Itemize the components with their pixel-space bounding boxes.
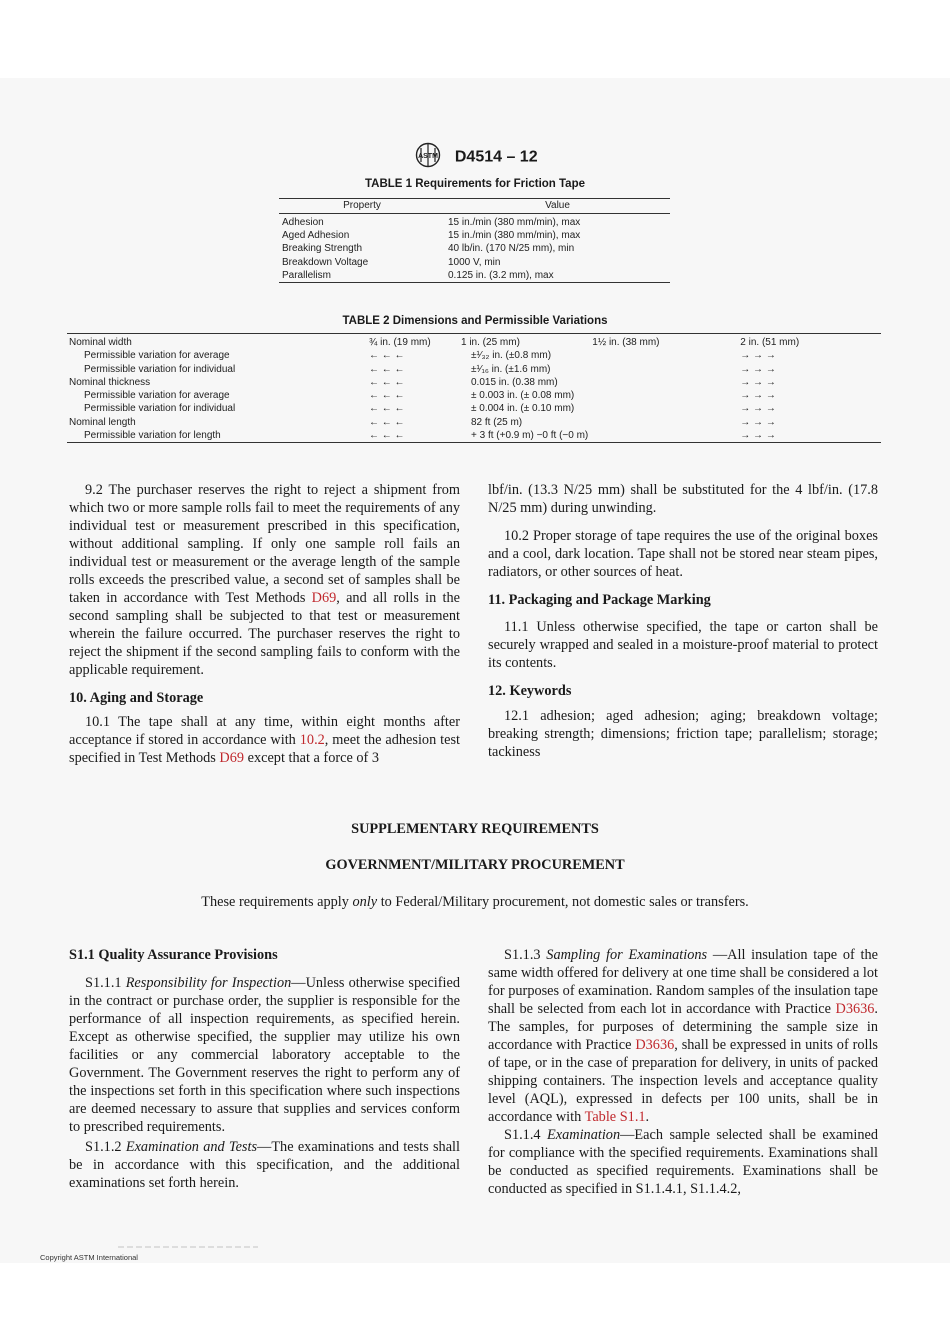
table1 — [279, 198, 670, 283]
supplementary-subtitle: GOVERNMENT/MILITARY PROCUREMENT — [325, 857, 625, 873]
table2-value-cell: → → → — [740, 390, 776, 402]
left-column — [69, 481, 460, 767]
supplementary-note: These requirements apply only to Federal/Military procurement, not domestic sales or transfers. — [201, 894, 749, 910]
paragraph-s1-1-1: S1.1.1 Responsibility for Inspection—Unless otherwise specified in the contract or purchase order, the supplier is responsible for the performance of all inspection requirements, as specified herein. Except as otherwise specified, the supplier may utilize his own facilities or any commercial laboratory acceptable to the Government. The Government reserves the right to perform any of the inspections set forth in this specification where such inspections are deemed necessary to assure that supplies and services conform to prescribed requirements. — [69, 975, 460, 1135]
table2-row — [67, 389, 881, 402]
table2-value-cell — [590, 363, 738, 376]
paragraph-s1-1-4: S1.1.4 Examination—Each sample selected shall be examined for compliance with the specified requirements. Examinations shall be conducted as specified requirements. Examinations shall be conducted as specified in S1.1.4.1, S1.1.4.2, — [488, 1127, 878, 1197]
reference-10-2-link[interactable]: 10.2 — [299, 732, 325, 748]
table1-property-cell: Aged Adhesion — [282, 230, 350, 242]
table2-value-cell: 82 ft (25 m) — [471, 416, 523, 428]
table1-row — [279, 242, 670, 255]
table1-caption: TABLE 1 Requirements for Friction Tape — [364, 178, 586, 190]
table2-value-cell: ← ← ← — [369, 430, 405, 442]
table2-value-cell: 0.015 in. (0.38 mm) — [471, 376, 558, 388]
table2-value-cell: ← ← ← — [369, 363, 405, 375]
document-header — [0, 142, 950, 173]
table1-value-cell: 15 in./min (380 mm/min), max — [448, 230, 581, 242]
document-designation: D4514 – 12 — [454, 148, 538, 166]
table2-label-cell: Permissible variation for individual — [84, 363, 236, 375]
section-heading-10: 10. Aging and Storage — [69, 690, 204, 706]
table2-value-cell: ← ← ← — [369, 390, 405, 402]
table2-value-cell — [590, 429, 738, 443]
paragraph-s1-1-2: S1.1.2 Examination and Tests—The examinations and tests shall be in accordance with this specification, and the additional examinations set forth herein. — [69, 1139, 460, 1191]
table2-value-cell: ← ← ← — [369, 403, 405, 415]
table2-label-cell: Permissible variation for average — [84, 350, 230, 362]
table1-row — [279, 214, 670, 230]
table2-value-cell — [590, 402, 738, 415]
paragraph-s1-1-3: S1.1.3 Sampling for Examinations —All insulation tape of the same width offered for delivery at one time shall be considered a lot for purposes of examination. Random samples of the insulation tape shall be selected from each lot in accordance with Practice D3636. The samples, for purposes of determining the sample size in accordance with Practice D3636, shall be expressed in units of rolls of tape, or in the case of preparation for delivery, in units of packed shipping containers. The inspection levels and acceptance quality level (AQL), expressed in defects per 100 units, shall be in accordance with Table S1.1. — [488, 947, 878, 1125]
reference-d3636-link[interactable]: D3636 — [635, 1037, 675, 1053]
table2-row — [67, 349, 881, 362]
reference-d3636-link[interactable]: D3636 — [835, 1001, 875, 1017]
table2-value-cell: ± 0.003 in. (± 0.08 mm) — [471, 390, 575, 402]
astm-logo-icon — [412, 142, 444, 173]
section-heading-11: 11. Packaging and Package Marking — [488, 592, 711, 608]
table2-value-cell — [590, 376, 738, 389]
table1-row — [279, 256, 670, 269]
table2-value-cell: 2 in. (51 mm) — [740, 337, 800, 348]
table2-value-cell: ±¹⁄₃₂ in. (±0.8 mm) — [471, 350, 552, 362]
table1-header-value: Value — [445, 199, 670, 214]
supplementary-right-column — [488, 946, 878, 1198]
right-column — [488, 481, 878, 761]
table1-property-cell: Adhesion — [282, 217, 324, 228]
copyright-notice: Copyright ASTM International — [40, 1253, 138, 1262]
section-heading-s1-1: S1.1 Quality Assurance Provisions — [69, 947, 278, 963]
paragraph-10-1: 10.1 The tape shall at any time, within eight months after acceptance if stored in accordance with 10.2, meet the adhesion test specified in Test Methods D69 except that a force of 3 — [69, 714, 461, 766]
reference-table-s1-1-link[interactable]: Table S1.1 — [584, 1109, 646, 1125]
table2-label-cell: Nominal width — [69, 337, 132, 348]
table2-value-cell — [590, 389, 738, 402]
reference-d69-link[interactable]: D69 — [219, 750, 245, 766]
table1-value-cell: 0.125 in. (3.2 mm), max — [448, 269, 554, 281]
table2-value-cell: → → → — [740, 416, 776, 428]
table2-value-cell: + 3 ft (+0.9 m) −0 ft (−0 m) — [471, 430, 589, 442]
table2-value-cell: ±¹⁄₁₆ in. (±1.6 mm) — [471, 363, 551, 375]
table2-value-cell: 1½ in. (38 mm) — [592, 337, 660, 348]
table2-value-cell: → → → — [740, 430, 776, 442]
table2-value-cell: ← ← ← — [369, 416, 405, 428]
table1-value-cell: 40 lb/in. (170 N/25 mm), min — [448, 243, 575, 255]
table1-row — [279, 229, 670, 242]
table2-label-cell: Permissible variation for length — [84, 430, 221, 442]
paragraph-9-2: 9.2 The purchaser reserves the right to reject a shipment from which two or more sample rolls fail to meet the requirements of any individual test or measurement prescribed in this specification, without additional sampling. If only one sample roll fails an individual test or measurement or the average length of the sample rolls exceeds the prescribed value, a second set of samples shall be taken in accordance with Test Methods D69, and all rolls in the second sampling shall be subjected to that test or measurement wherein the failure occurred. The purchaser reserves the right to reject the shipment if the second sampling fails to conform with the applicable requirement. — [69, 482, 460, 678]
table2-value-cell: → → → — [740, 403, 776, 415]
table1-property-cell: Breaking Strength — [282, 243, 363, 255]
table2-value-cell: 1 in. (25 mm) — [461, 337, 520, 348]
table2-value-cell: → → → — [740, 350, 776, 362]
table2-row — [67, 376, 881, 389]
table2-value-cell: ± 0.004 in. (± 0.10 mm) — [471, 403, 575, 415]
table2-value-cell: ← ← ← — [369, 350, 405, 362]
paragraph-12-1: 12.1 adhesion; aged adhesion; aging; breakdown voltage; breaking strength; dimensions; friction tape; parallelism; storage; tackiness — [488, 708, 878, 760]
paragraph-11-1: 11.1 Unless otherwise specified, the tape or carton shall be securely wrapped and sealed in a moisture-proof material to protect its contents. — [488, 619, 878, 671]
faint-footer-mark — [118, 1246, 258, 1248]
table2-row — [67, 363, 881, 376]
svg-text:ASTM: ASTM — [418, 153, 439, 160]
table2-row — [67, 334, 881, 350]
table1-row — [279, 269, 670, 283]
supplementary-left-column — [69, 946, 460, 1192]
table2-value-cell — [590, 349, 738, 362]
table2-label-cell: Nominal length — [69, 416, 136, 428]
table1-header-property: Property — [279, 199, 445, 214]
table2-row — [67, 429, 881, 443]
table1-value-cell: 1000 V, min — [448, 256, 501, 268]
table2-row — [67, 402, 881, 415]
paragraph-10-2: 10.2 Proper storage of tape requires the use of the original boxes and a cool, dark location. Tape shall not be stored near steam pipes, radiators, or other sources of heat. — [488, 528, 878, 580]
table2-caption: TABLE 2 Dimensions and Permissible Variations — [342, 315, 608, 327]
section-heading-12: 12. Keywords — [488, 683, 572, 699]
table2 — [67, 333, 881, 443]
table2-value-cell — [590, 416, 738, 429]
table2-value-cell: → → → — [740, 376, 776, 388]
table2-value-cell: → → → — [740, 363, 776, 375]
table2-value-cell: ← ← ← — [369, 376, 405, 388]
table1-property-cell: Parallelism — [282, 269, 331, 281]
paragraph-10-1-continued: lbf/in. (13.3 N/25 mm) shall be substituted for the 4 lbf/in. (17.8 N/25 mm) during unwinding. — [488, 482, 878, 516]
table2-value-cell: ¾ in. (19 mm) — [369, 337, 431, 348]
supplementary-title: SUPPLEMENTARY REQUIREMENTS — [351, 821, 599, 837]
table2-label-cell: Permissible variation for individual — [84, 403, 236, 415]
table2-label-cell: Permissible variation for average — [84, 390, 230, 402]
reference-d69-link[interactable]: D69 — [311, 590, 337, 606]
table1-property-cell: Breakdown Voltage — [282, 256, 369, 268]
table2-row — [67, 416, 881, 429]
table2-label-cell: Nominal thickness — [69, 376, 151, 388]
table1-value-cell: 15 in./min (380 mm/min), max — [448, 217, 581, 228]
